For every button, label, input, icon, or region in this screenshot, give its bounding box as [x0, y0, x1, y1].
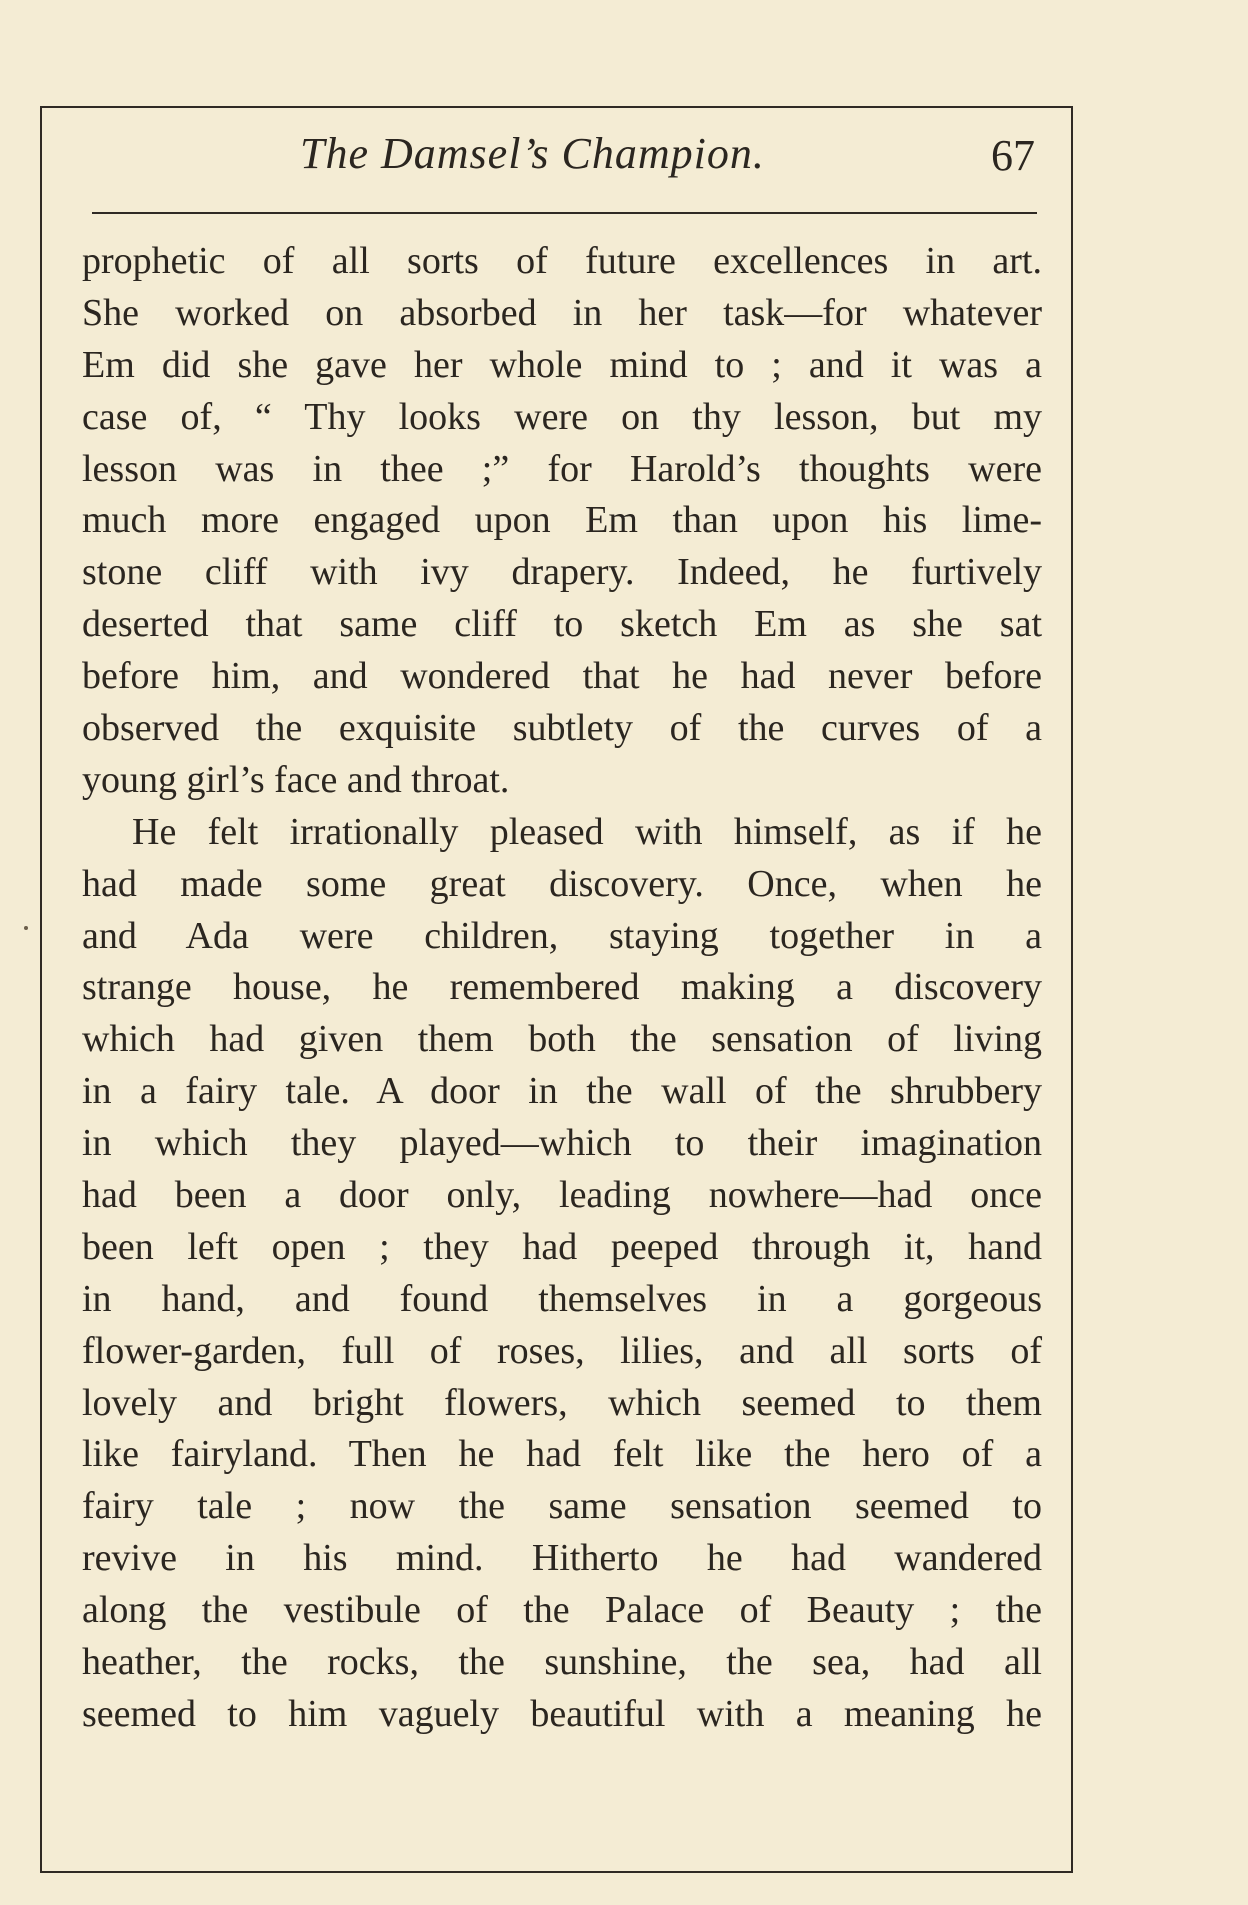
- text-line: lovely and bright flowers, which seemed to them: [82, 1381, 1042, 1424]
- header-rule: [92, 212, 1037, 214]
- text-line: heather, the rocks, the sunshine, the sea, had all: [82, 1641, 1042, 1684]
- text-line: much more engaged upon Em than upon his lime-: [82, 499, 1042, 542]
- text-line: seemed to him vaguely beautiful with a meaning he: [82, 1692, 1042, 1735]
- text-line: before him, and wondered that he had never before: [82, 655, 1042, 698]
- text-line: He felt irrationally pleased with himself, as if he: [132, 810, 1042, 853]
- text-line: which had given them both the sensation of living: [82, 1018, 1042, 1061]
- text-line: in hand, and found themselves in a gorgeous: [82, 1277, 1042, 1320]
- text-line: had made some great discovery. Once, when he: [82, 862, 1042, 905]
- text-line: case of, “ Thy looks were on thy lesson, but my: [82, 395, 1042, 438]
- text-line: been left open ; they had peeped through it, hand: [82, 1225, 1042, 1268]
- text-line: stone cliff with ivy drapery. Indeed, he furtively: [82, 551, 1042, 594]
- text-line: fairy tale ; now the same sensation seemed to: [82, 1485, 1042, 1528]
- text-line: like fairyland. Then he had felt like the hero of a: [82, 1433, 1042, 1476]
- text-line: observed the exquisite subtlety of the curves of a: [82, 707, 1042, 750]
- text-line: young girl’s face and throat.: [82, 758, 510, 801]
- body-text: [82, 236, 1042, 1741]
- running-head: [40, 120, 1073, 190]
- text-line: prophetic of all sorts of future excellences in art.: [82, 240, 1042, 282]
- text-line: revive in his mind. Hitherto he had wandered: [82, 1537, 1042, 1580]
- text-line: in a fairy tale. A door in the wall of the shrubbery: [82, 1070, 1042, 1113]
- running-title: The Damsel’s Champion.: [300, 129, 765, 178]
- text-line: strange house, he remembered making a discovery: [82, 966, 1042, 1009]
- text-line: lesson was in thee ;” for Harold’s thoughts were: [82, 447, 1042, 490]
- text-line: along the vestibule of the Palace of Beauty ; the: [82, 1589, 1042, 1632]
- text-line: She worked on absorbed in her task—for whatever: [82, 291, 1042, 334]
- text-line: and Ada were children, staying together in a: [82, 914, 1042, 957]
- text-line: had been a door only, leading nowhere—had once: [82, 1174, 1042, 1217]
- text-line: Em did she gave her whole mind to ; and it was a: [82, 343, 1042, 386]
- paper-speck: [24, 926, 28, 930]
- text-line: flower-garden, full of roses, lilies, and all sorts of: [82, 1329, 1042, 1372]
- text-line: in which they played—which to their imagination: [82, 1122, 1042, 1165]
- text-line: deserted that same cliff to sketch Em as she sat: [82, 603, 1042, 646]
- page-number: 67: [991, 131, 1035, 180]
